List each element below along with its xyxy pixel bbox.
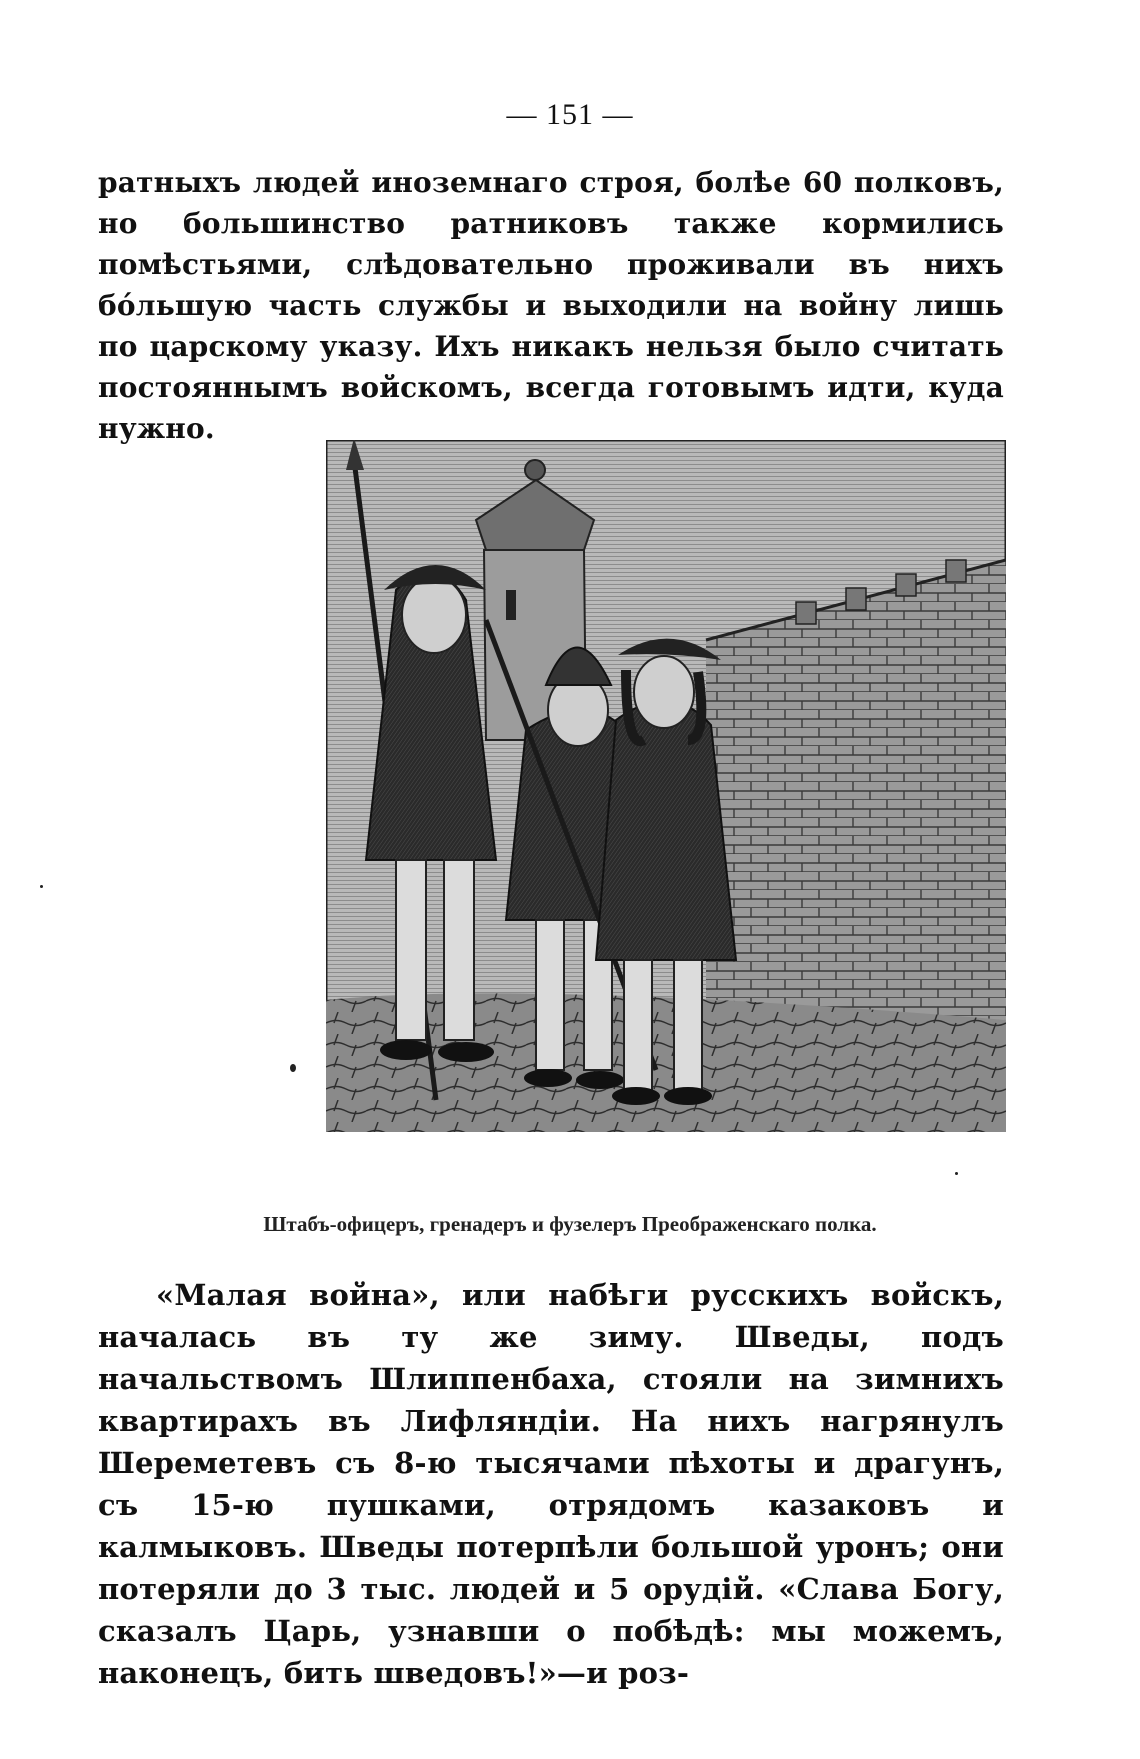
print-speck (290, 1064, 296, 1072)
print-speck (40, 885, 43, 888)
engraving-illustration (326, 440, 1006, 1132)
illustration-caption: Штабъ-офицеръ, гренадеръ и фузелеръ Преображенскаго полка. (263, 1212, 877, 1236)
page-number: — 151 — (506, 98, 634, 131)
body-paragraph-top: ратныхъ людей иноземнаго строя, болѣе 60 полковъ, но большинство ратниковъ также кормились помѣстьями, слѣдовательно проживали въ нихъ бо́льшую часть службы и выходили на войну лишь по царскому указу. Ихъ никакъ нельзя было считать постояннымъ войскомъ, всегда готовымъ идти, куда нужно. (98, 166, 1004, 445)
body-paragraph-bottom-text: «Малая война», или набѣги русскихъ войскъ, началась въ ту же зиму. Шведы, подъ начальствомъ Шлиппенбаха, стояли на зимнихъ квартирахъ въ Лифляндіи. На нихъ нагрянулъ Шереметевъ съ 8-ю тысячами пѣхоты и драгунъ, съ 15-ю пушками, отрядомъ казаковъ и калмыковъ. Шведы потерпѣли большой уронъ; они потеряли до 3 тыс. людей и 5 орудій. «Слава Богу, сказалъ Царь, узнавши о побѣдѣ: мы можемъ, наконецъ, бить шведовъ!»—и роз- (98, 1278, 1004, 1690)
print-speck (955, 1172, 958, 1175)
body-paragraph-bottom (98, 1274, 1004, 1694)
